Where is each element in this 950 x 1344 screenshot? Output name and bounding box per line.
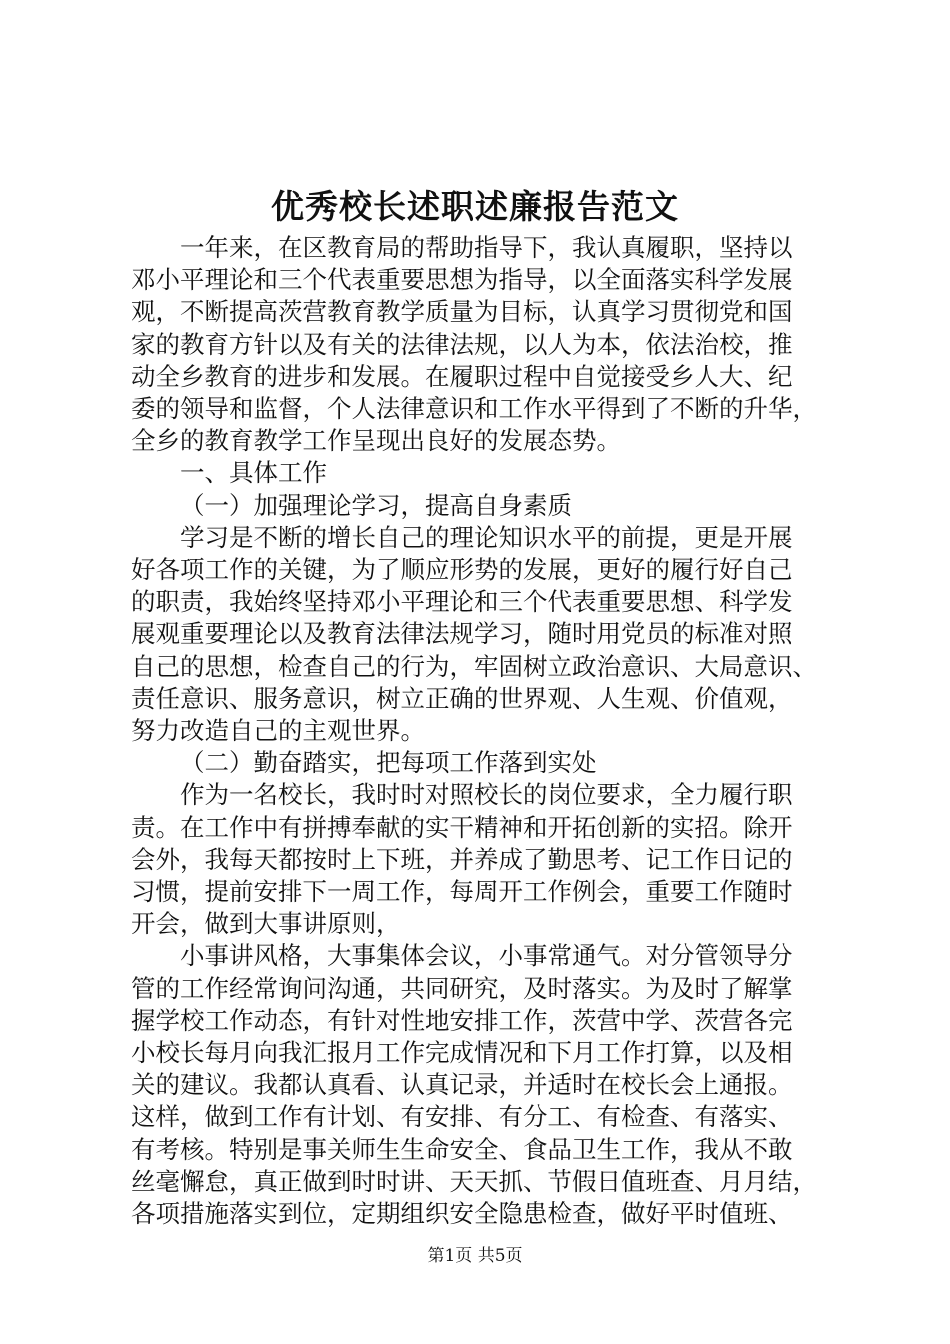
section-heading: 一、具体工作 [180,458,327,488]
document-body [131,232,851,1230]
page-number-footer: 第1页 共5页 [427,1246,523,1266]
intro-paragraph: 一年来，在区教育局的帮助指导下，我认真履职，坚持以 邓小平理论和三个代表重要思想为指导，以全面落实科学发展 观，不断提高茨营教育教学质量为目标，认真学习贯彻党和国 家的教育方针以及有关的法律法规，以人为本，依法治校，推 动全乡教育的进步和发展。在履职过程中自觉接受乡人大、纪 委的领导和监督，个人法律意识和工作水平得到了不断的升华， 全乡的教育教学工作呈现出良好的发展态势。 [131,233,817,456]
body-paragraph: 学习是不断的增长自己的理论知识水平的前提，更是开展 好各项工作的关键，为了顺应形势的发展，更好的履行好自己 的职责，我始终坚持邓小平理论和三个代表重要思想、科学发 展观重要理论以及教育法律法规学习，随时用党员的标准对照 自己的思想，检查自己的行为，牢固树立政治意识、大局意识、 责任意识、服务意识，树立正确的世界观、人生观、价值观， 努力改造自己的主观世界。 [131,522,817,746]
document-title: 优秀校长述职述廉报告范文 [271,187,679,226]
body-paragraph: 小事讲风格，大事集体会议，小事常通气。对分管领导分 管的工作经常询问沟通，共同研究，及时落实。为及时了解掌 握学校工作动态，有针对性地安排工作，茨营中学、茨营各完 小校长每月向我汇报月工作完成情况和下月工作打算，以及相 关的建议。我都认真看、认真记录，并适时在校长会上通报。 这样，做到工作有计划、有安排、有分工、有检查、有落实、 有考核。特别是事关师生生命安全、食品卫生工作，我从不敢 丝毫懈怠，真正做到时时讲、天天抓、节假日值班查、月月结， 各项措施落实到位，定期组织安全隐患检查，做好平时值班、 [131,941,817,1229]
subsection-heading: （一）加强理论学习，提高自身素质 [180,490,572,520]
body-paragraph: 作为一名校长，我时时对照校长的岗位要求，全力履行职 责。在工作中有拼搏奉献的实干精神和开拓创新的实招。除开 会外，我每天都按时上下班，并养成了勤思考、记工作日记的 习惯，提前安排下一周工作，每周开工作例会，重要工作随时 开会，做到大事讲原则， [131,780,793,939]
subsection-heading: （二）勤奋踏实，把每项工作落到实处 [180,748,597,778]
